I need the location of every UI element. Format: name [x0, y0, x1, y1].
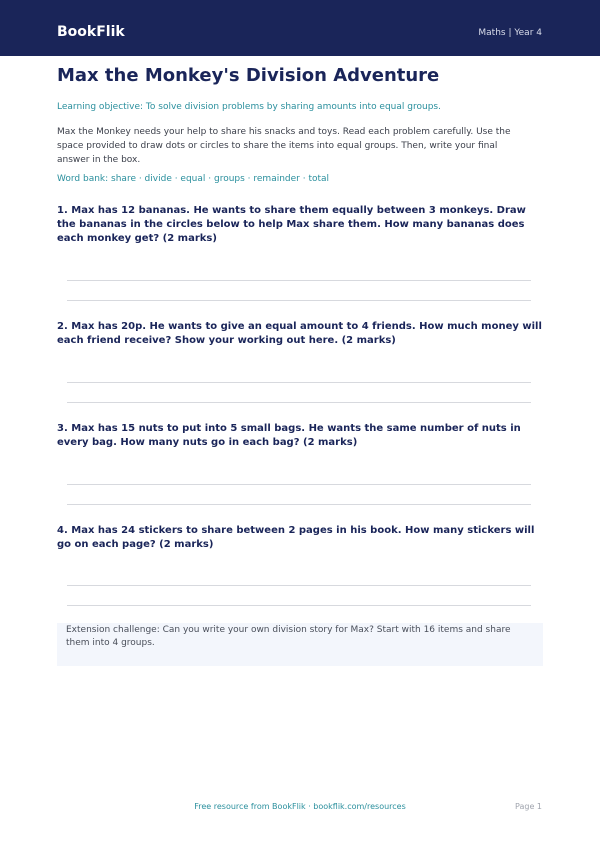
breadcrumb: Maths | Year 4: [478, 28, 542, 38]
footer-resource-link[interactable]: Free resource from BookFlik · bookflik.com/resources: [194, 802, 406, 811]
extension-challenge-box: [57, 623, 543, 666]
learning-objective: Learning objective: To solve division problems by sharing amounts into equal groups.: [57, 102, 441, 112]
answer-line[interactable]: [67, 605, 531, 606]
question-3: 3. Max has 15 nuts to put into 5 small bags. He wants the same number of nuts in every bag. How many nuts go in each bag? (2 marks): [57, 423, 521, 448]
answer-line[interactable]: [67, 585, 531, 586]
question-2: 2. Max has 20p. He wants to give an equal amount to 4 friends. How much money will each friend receive? Show your working out here. (2 marks): [57, 321, 542, 346]
word-bank: Word bank: share · divide · equal · groups · remainder · total: [57, 174, 330, 184]
answer-line[interactable]: [67, 402, 531, 403]
page-title: Max the Monkey's Division Adventure: [57, 65, 440, 86]
answer-line[interactable]: [67, 504, 531, 505]
answer-line[interactable]: [67, 280, 531, 281]
answer-line[interactable]: [67, 382, 531, 383]
page-number: Page 1: [515, 802, 542, 811]
question-4: 4. Max has 24 stickers to share between 2 pages in his book. How many stickers will go on each page? (2 marks): [57, 525, 535, 550]
extension-challenge-text: Extension challenge: Can you write your own division story for Max? Start with 16 items and share them into 4 groups.: [66, 625, 511, 648]
answer-line[interactable]: [67, 484, 531, 485]
brand-logo[interactable]: BookFlik: [57, 24, 125, 40]
header-bar: [0, 0, 600, 56]
answer-line[interactable]: [67, 300, 531, 301]
intro-text: Max the Monkey needs your help to share his snacks and toys. Read each problem carefully. Use the space provided to draw dots or circles to share the items into equal groups. Then, write your final answer in the box.: [57, 127, 511, 165]
question-1: 1. Max has 12 bananas. He wants to share them equally between 3 monkeys. Draw the bananas in the circles below to help Max share them. How many bananas does each monkey get? (2 marks): [57, 205, 526, 244]
